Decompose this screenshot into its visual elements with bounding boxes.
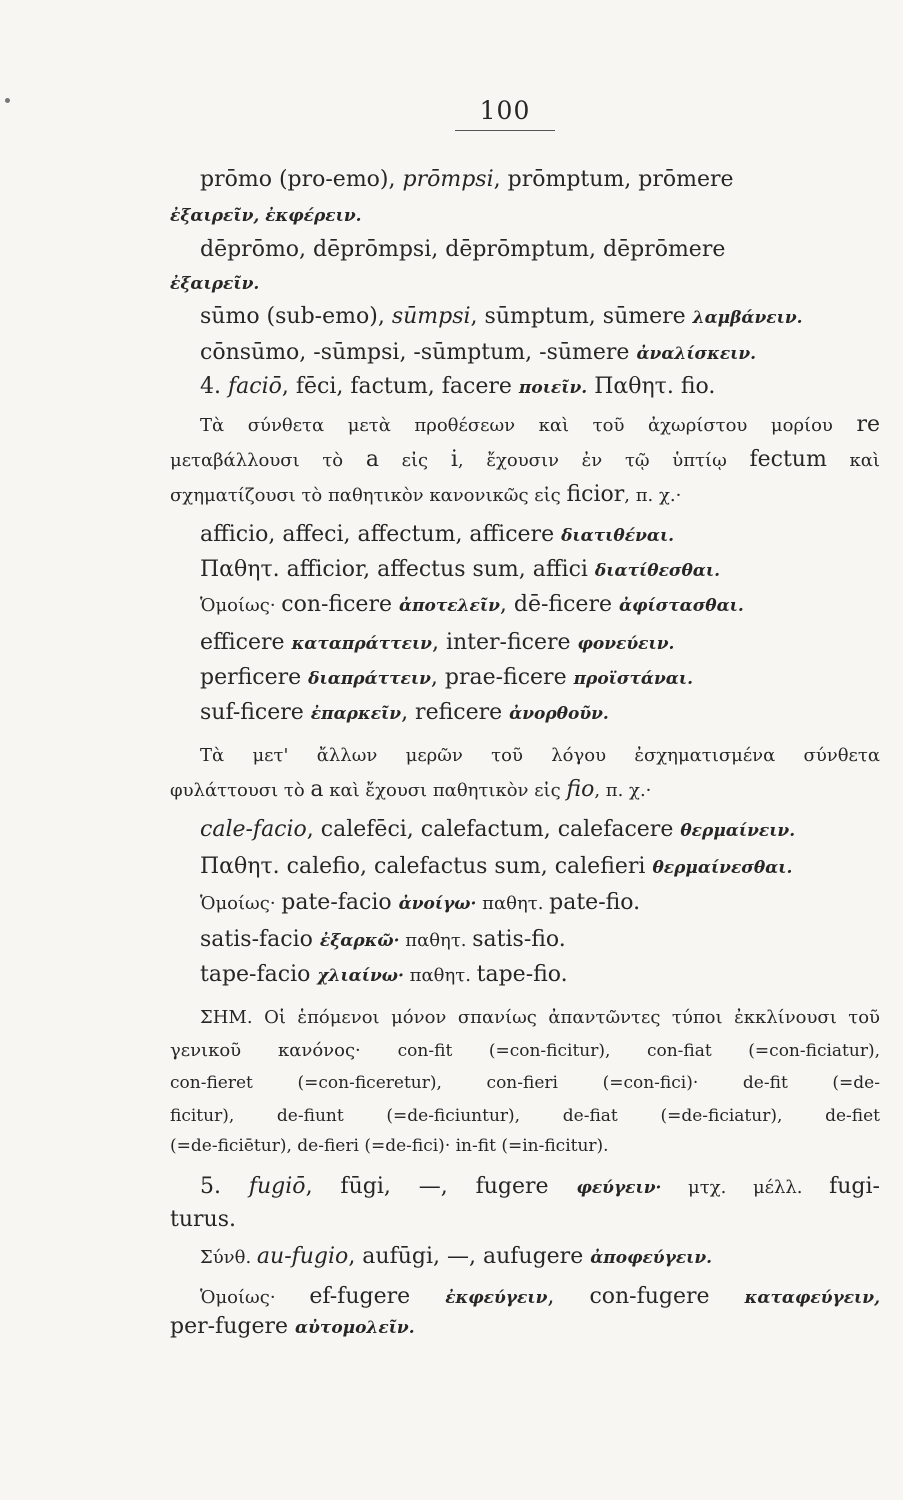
- text-line: [200, 372, 880, 403]
- text-run: Τὰ μετ' ἄλλων μερῶν τοῦ λόγου ἐσχηματισμένα σύνθετα: [200, 745, 880, 766]
- text-run: a: [310, 777, 324, 802]
- text-run: ἐξαρκῶ·: [319, 931, 400, 951]
- text-line: [170, 1067, 880, 1098]
- text-run: , con-fugere: [547, 1284, 745, 1309]
- text-line: [170, 1035, 880, 1066]
- text-run: αὐτομολεῖν.: [295, 1318, 415, 1338]
- text-run: εἰς: [378, 450, 451, 471]
- text-line: [170, 775, 880, 806]
- text-run: au-fugio: [256, 1244, 349, 1269]
- text-run: καὶ ἔχουσι παθητικὸν εἰς: [323, 780, 567, 801]
- text-run: satis-facio: [200, 927, 320, 952]
- text-run: efficere: [200, 630, 292, 655]
- text-run: sūmpsi: [391, 304, 471, 329]
- text-run: , inter-ficere: [431, 630, 578, 655]
- text-run: , prae-ficere: [430, 665, 574, 690]
- text-run: θερμαίνεσθαι.: [652, 858, 793, 878]
- text-run: ἐκφεύγειν: [445, 1288, 548, 1308]
- text-line: [200, 410, 880, 441]
- text-run: ἀνορθοῦν.: [509, 704, 609, 724]
- text-run: ἐπαρκεῖν: [310, 704, 402, 724]
- text-run: fectum: [749, 447, 827, 472]
- text-run: faciō: [227, 374, 282, 399]
- text-run: διατίθεσθαι.: [594, 561, 721, 581]
- margin-dot: [5, 98, 10, 103]
- text-line: [200, 520, 880, 551]
- text-run: Τὰ σύνθετα μετὰ προθέσεων καὶ τοῦ ἀχωρίστου μορίου: [200, 415, 857, 436]
- text-line: [200, 235, 880, 265]
- text-run: cōnsūmo, -sūmpsi, -sūmptum, -sūmere: [200, 340, 637, 365]
- text-line: [170, 1100, 880, 1131]
- text-run: , aufūgi, —, aufugere: [348, 1244, 591, 1269]
- text-line: [200, 555, 880, 586]
- page-number-rule: [455, 130, 555, 131]
- text-run: φυλάττουσι τὸ: [170, 780, 311, 801]
- text-run: διατιθέναι.: [561, 526, 675, 546]
- text-run: fugiō: [248, 1174, 306, 1199]
- text-run: perficere: [200, 665, 309, 690]
- text-run: a: [365, 447, 379, 472]
- text-run: ef-fugere: [309, 1284, 446, 1309]
- text-run: Παθητ. calefio, calefactus sum, calefieri: [200, 854, 653, 879]
- text-run: sūmo (sub-emo),: [200, 304, 392, 329]
- text-run: Ὁμοίως·: [200, 893, 282, 914]
- text-run: Ὁμοίως·: [200, 1287, 310, 1308]
- text-run: χλιαίνω·: [317, 966, 404, 986]
- text-run: προϊστάναι.: [573, 669, 693, 689]
- text-run: prōmo (pro-emo),: [200, 167, 403, 192]
- text-line: [200, 1242, 880, 1273]
- text-run: re: [856, 412, 880, 437]
- text-line: [170, 445, 880, 476]
- text-run: satis-fio.: [472, 927, 566, 952]
- text-line: [200, 338, 880, 369]
- text-run: suf-ficere: [200, 700, 311, 725]
- text-run: pate-fio.: [549, 890, 641, 915]
- text-line: [200, 698, 880, 729]
- text-run: ficior: [566, 482, 625, 507]
- text-run: ἐξαιρεῖν.: [170, 274, 260, 294]
- text-run: prōmpsi: [402, 167, 494, 192]
- text-run: fugi-: [829, 1174, 880, 1199]
- text-run: dēprōmo, dēprōmpsi, dēprōmptum, dēprōmere: [200, 237, 726, 262]
- text-run: , dē-ficere: [499, 592, 619, 617]
- text-line: [200, 815, 880, 846]
- text-run: φονεύειν.: [577, 634, 675, 654]
- text-run: ἀφίστασθαι.: [618, 596, 744, 616]
- text-run: , π. χ.·: [624, 485, 682, 506]
- text-run: tape-facio: [200, 962, 318, 987]
- text-line: [200, 740, 880, 771]
- text-run: (=de-ficiētur), de-fieri (=de-fici)· in-fit (=in-ficitur).: [170, 1136, 609, 1156]
- text-line: [200, 888, 880, 919]
- text-run: ἀναλίσκειν.: [636, 344, 757, 364]
- text-run: λαμβάνειν.: [692, 308, 803, 328]
- text-run: παθητ.: [476, 893, 550, 914]
- text-line: [170, 1312, 880, 1343]
- text-run: ficitur), de-fiunt (=de-ficiuntur), de-fiat (=de-ficiatur), de-fiet: [170, 1106, 880, 1126]
- text-run: cale-facio: [200, 817, 307, 842]
- text-line: [200, 1282, 880, 1313]
- text-run: καὶ: [826, 450, 880, 471]
- text-run: con-fit (=con-ficitur), con-fiat (=con-ficiatur),: [397, 1041, 880, 1061]
- text-run: ἀποτελεῖν: [398, 596, 500, 616]
- text-line: [200, 663, 880, 694]
- text-run: Σύνθ.: [200, 1247, 257, 1268]
- text-run: 4.: [200, 374, 228, 399]
- text-run: , ἔχουσιν ἐν τῷ ὑπτίῳ: [457, 450, 750, 471]
- text-run: , sūmptum, sūmere: [470, 304, 693, 329]
- text-line: [170, 480, 880, 511]
- text-line: [200, 960, 880, 991]
- text-line: [170, 268, 880, 299]
- text-run: , reficere: [401, 700, 510, 725]
- text-run: per-fugere: [170, 1314, 295, 1339]
- text-run: φεύγειν·: [576, 1178, 662, 1198]
- text-run: καταπράττειν: [291, 634, 432, 654]
- text-line: [170, 200, 880, 231]
- text-run: fio: [566, 777, 595, 802]
- text-run: μεταβάλλουσι τὸ: [170, 450, 366, 471]
- text-run: con-fieret (=con-ficeretur), con-fieri (=con-fici)· de-fit (=de-: [170, 1073, 880, 1093]
- text-run: ποιεῖν.: [518, 378, 588, 398]
- text-run: , prōmptum, prōmere: [493, 167, 734, 192]
- text-run: Παθητ. afficior, affectus sum, affici: [200, 557, 595, 582]
- text-line: [200, 628, 880, 659]
- text-run: καταφεύγειν,: [744, 1288, 880, 1308]
- text-line: [170, 1205, 880, 1235]
- text-run: ΣΗΜ. Οἱ ἑπόμενοι μόνον σπανίως ἀπαντῶντες τύποι ἐκκλίνουσι τοῦ: [200, 1007, 880, 1028]
- text-line: [200, 165, 880, 195]
- text-run: tape-fio.: [476, 962, 568, 987]
- text-run: ἐξαιρεῖν, ἐκφέρειν.: [170, 206, 362, 226]
- text-run: , fēci, factum, facere: [281, 374, 519, 399]
- text-run: σχηματίζουσι τὸ παθητικὸν κανονικῶς εἰς: [170, 485, 567, 506]
- text-run: , calefēci, calefactum, calefacere: [306, 817, 681, 842]
- text-line: [200, 302, 880, 333]
- text-run: con-ficere: [281, 592, 399, 617]
- text-run: , π. χ.·: [594, 780, 652, 801]
- text-line: [200, 925, 880, 956]
- text-run: pate-facio: [281, 890, 399, 915]
- text-line: [200, 852, 880, 883]
- text-run: turus.: [170, 1207, 236, 1232]
- text-line: [200, 590, 880, 621]
- text-run: Ὁμοίως·: [200, 595, 282, 616]
- text-run: θερμαίνειν.: [680, 821, 796, 841]
- text-line: [200, 1172, 880, 1203]
- text-line: [200, 1002, 880, 1033]
- text-run: γενικοῦ κανόνος·: [170, 1040, 398, 1061]
- text-run: i: [450, 447, 458, 472]
- page-number: 100: [479, 96, 531, 125]
- text-run: , fūgi, —, fugere: [305, 1174, 577, 1199]
- text-run: ἀποφεύγειν.: [590, 1248, 713, 1268]
- text-run: ἀνοίγω·: [398, 894, 477, 914]
- text-run: παθητ.: [399, 930, 473, 951]
- text-run: 5.: [200, 1174, 249, 1199]
- text-line: [170, 1130, 880, 1161]
- text-run: διαπράττειν: [308, 669, 431, 689]
- text-run: μτχ. μέλλ.: [661, 1177, 830, 1198]
- text-run: Παθητ. fio.: [587, 374, 716, 399]
- text-run: afficio, affeci, affectum, afficere: [200, 522, 562, 547]
- text-run: παθητ.: [403, 965, 477, 986]
